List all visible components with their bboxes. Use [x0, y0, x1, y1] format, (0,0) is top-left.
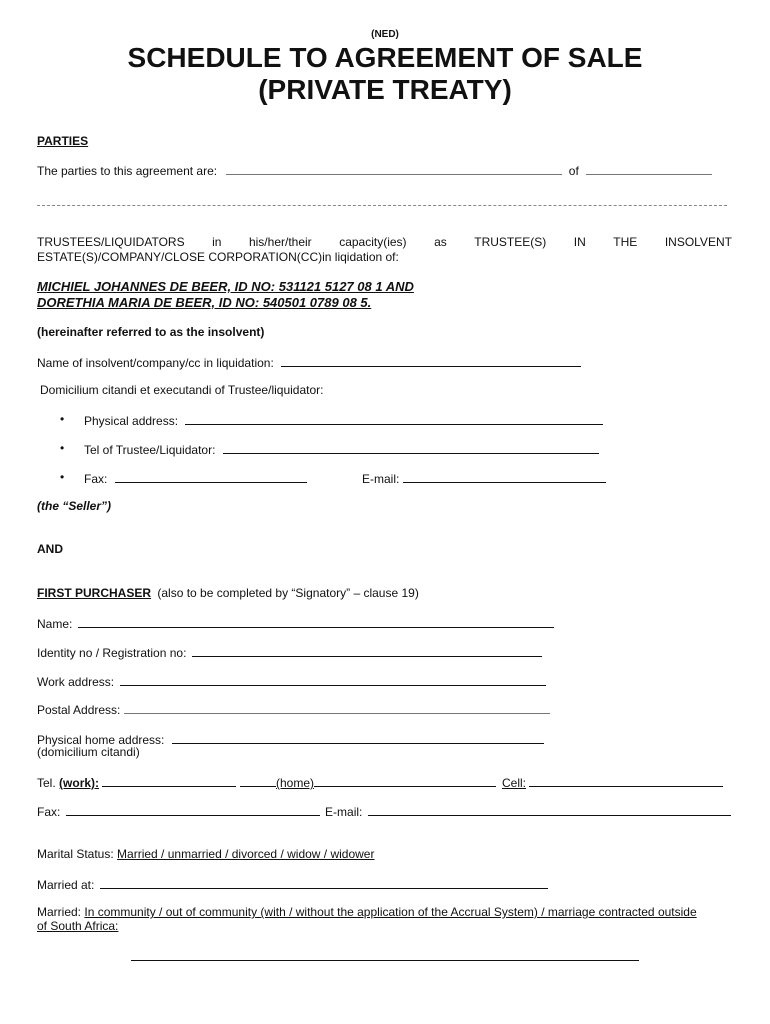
purchaser-home-tel-label: (home): [276, 776, 315, 790]
domicilium-citandi-note: (domicilium citandi): [37, 745, 140, 759]
purchaser-work-label: Work address:: [37, 675, 115, 689]
purchaser-cell-field[interactable]: [529, 774, 723, 787]
trustee-word: INSOLVENT: [664, 235, 732, 249]
purchaser-cell-label: Cell:: [502, 776, 527, 790]
insolvent-name-field[interactable]: [281, 354, 581, 367]
document-title-line1: SCHEDULE TO AGREEMENT OF SALE: [127, 42, 643, 73]
parties-heading: PARTIES: [37, 134, 89, 148]
married-type-options-line1[interactable]: In community / out of community (with / without the application of the Accrual System) / marriage contracted outside: [84, 905, 697, 919]
purchaser-physical-label: Physical home address:: [37, 733, 165, 747]
purchaser-postal-field[interactable]: [124, 702, 550, 714]
purchaser-identity-row: [37, 644, 542, 660]
seller-label: (the “Seller”): [37, 499, 112, 513]
trustee-word: TRUSTEES/LIQUIDATORS: [37, 235, 185, 249]
purchaser-identity-field[interactable]: [192, 644, 542, 657]
purchaser-postal-label: Postal Address:: [37, 703, 121, 717]
trustee-word: his/her/their: [248, 235, 312, 249]
parties-intro-row: [37, 163, 712, 178]
purchaser-name-row: [37, 615, 554, 631]
trustee-word: IN: [573, 235, 586, 249]
purchaser-home-tel-field[interactable]: [314, 774, 496, 787]
trustee-physical-field[interactable]: [185, 412, 603, 425]
purchaser-fax-row: [37, 803, 731, 819]
married-at-row: [37, 876, 548, 892]
trustee-tel-label: Tel of Trustee/Liquidator:: [84, 443, 216, 457]
purchaser-work-tel-field[interactable]: [102, 774, 236, 787]
trustee-tel-field[interactable]: [223, 441, 599, 454]
purchaser-fax-field[interactable]: [66, 803, 320, 816]
trustee-physical-label: Physical address:: [84, 414, 179, 428]
trustee-word: TRUSTEE(S): [474, 235, 547, 249]
trustee-email-field[interactable]: [403, 470, 606, 483]
marital-status-options[interactable]: Married / unmarried / divorced / widow / widower: [117, 847, 375, 861]
trustee-fax-row: [84, 470, 307, 486]
purchaser-email-field[interactable]: [368, 803, 731, 816]
trustee-word: as: [434, 235, 447, 249]
hereinafter-note: (hereinafter referred to as the insolvent): [37, 325, 265, 339]
purchaser-fax-label: Fax:: [37, 805, 61, 819]
trustee-email-label: E-mail:: [362, 472, 400, 486]
trustee-physical-row: [84, 412, 603, 428]
parties-of-field[interactable]: [586, 163, 712, 175]
insolvent-names-line2: DORETHIA MARIA DE BEER, ID NO: 540501 0789 08 5.: [37, 295, 372, 310]
document-tag: (NED): [371, 29, 399, 40]
purchaser-postal-row: [37, 702, 550, 717]
parties-intro-label: The parties to this agreement are:: [37, 164, 218, 178]
purchaser-work-row: [37, 673, 546, 689]
bullet-icon: •: [60, 441, 65, 455]
insolvent-name-row: [37, 354, 581, 370]
document-title-line2: (PRIVATE TREATY): [258, 74, 512, 105]
bullet-icon: •: [60, 412, 65, 426]
trustee-word: in: [212, 235, 222, 249]
trustee-line1: [37, 235, 732, 249]
purchaser-heading-note: (also to be completed by “Signatory” – clause 19): [157, 586, 419, 600]
marital-status-row: [37, 847, 374, 861]
trustee-fax-field[interactable]: [115, 470, 307, 483]
purchaser-email-label: E-mail:: [325, 805, 363, 819]
purchaser-work-field[interactable]: [120, 673, 546, 686]
signature-line[interactable]: [131, 960, 639, 961]
trustee-email-row: [362, 470, 606, 486]
bullet-icon: •: [60, 470, 65, 484]
parties-names-field[interactable]: [226, 163, 562, 175]
parties-of-label: of: [568, 164, 579, 178]
trustee-tel-row: [84, 441, 599, 457]
purchaser-identity-label: Identity no / Registration no:: [37, 646, 187, 660]
trustee-word: THE: [613, 235, 638, 249]
purchaser-work-tel-label: (work):: [59, 776, 100, 790]
purchaser-home-tel-field-pre[interactable]: [240, 774, 276, 787]
and-label: AND: [37, 542, 63, 556]
married-at-field[interactable]: [100, 876, 548, 889]
purchaser-cell-row: [502, 774, 723, 790]
purchaser-name-field[interactable]: [78, 615, 554, 628]
marital-status-label: Marital Status:: [37, 847, 114, 861]
purchaser-home-tel-row: [240, 774, 496, 790]
insolvent-name-label: Name of insolvent/company/cc in liquidation:: [37, 356, 274, 370]
purchaser-heading-row: [37, 586, 419, 600]
married-type-label: Married:: [37, 905, 82, 919]
purchaser-tel-row: [37, 774, 236, 790]
domicilium-label: Domicilium citandi et executandi of Trustee/liquidator:: [40, 383, 324, 397]
trustee-line2: ESTATE(S)/COMPANY/CLOSE CORPORATION(CC)in liqidation of:: [37, 250, 399, 264]
married-type-row: [37, 905, 697, 919]
married-at-label: Married at:: [37, 878, 95, 892]
trustee-word: capacity(ies): [339, 235, 407, 249]
parties-continuation-line[interactable]: [37, 205, 727, 206]
trustee-fax-label: Fax:: [84, 472, 108, 486]
married-type-options-line2[interactable]: of South Africa:: [37, 919, 119, 933]
purchaser-heading: FIRST PURCHASER: [37, 586, 152, 600]
insolvent-names-line1: MICHIEL JOHANNES DE BEER, ID NO: 531121 5127 08 1 AND: [37, 279, 414, 294]
purchaser-tel-label: Tel.: [37, 776, 56, 790]
purchaser-physical-field[interactable]: [172, 731, 544, 744]
purchaser-name-label: Name:: [37, 617, 73, 631]
